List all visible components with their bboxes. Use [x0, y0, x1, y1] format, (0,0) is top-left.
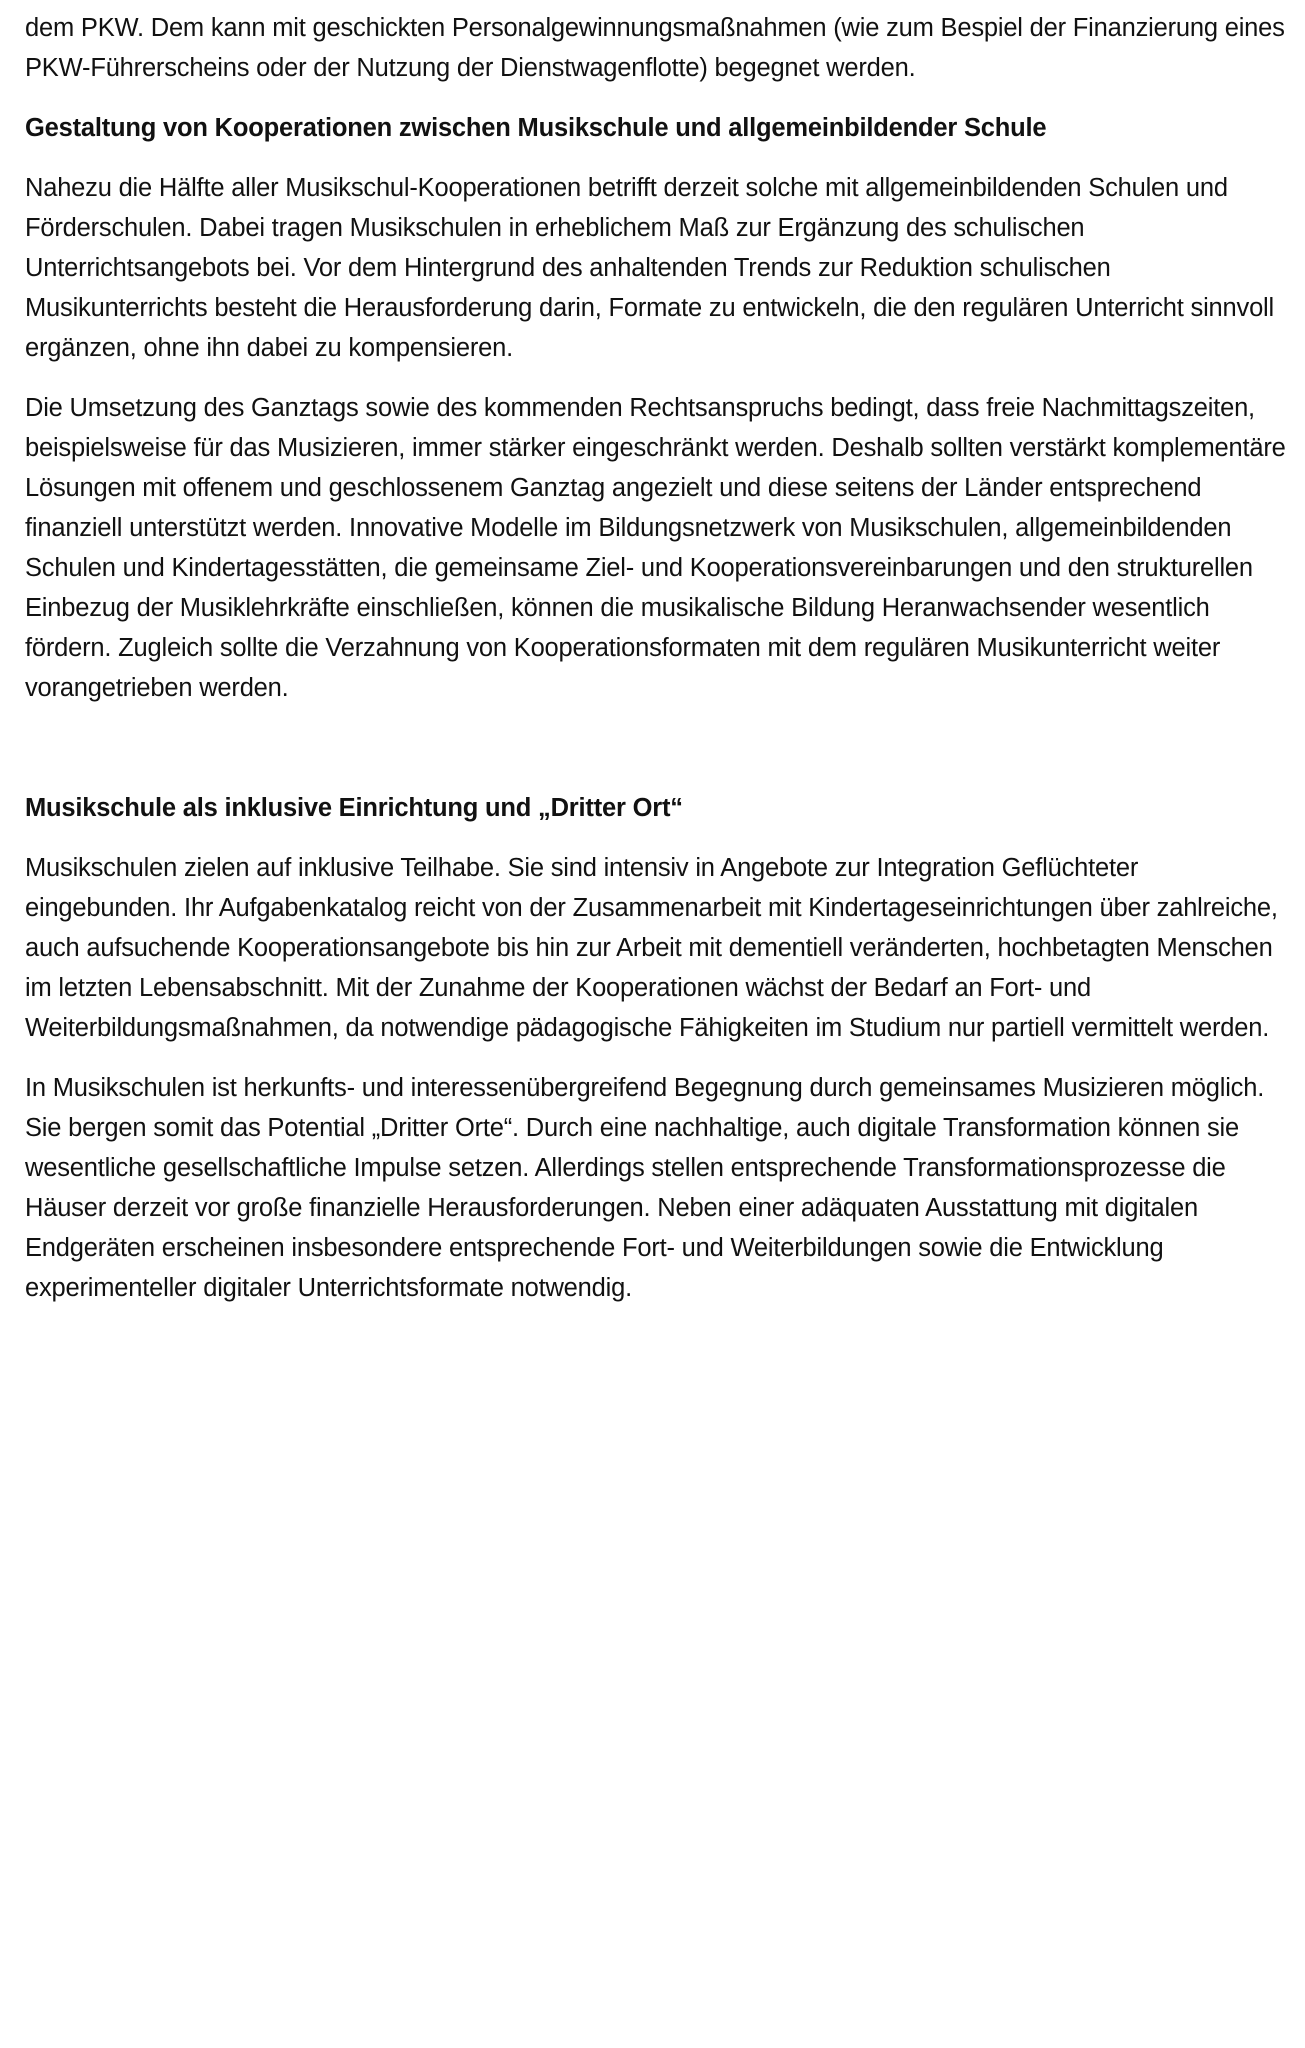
document-page [25, 8, 1287, 1328]
paragraph-intro-continuation: dem PKW. Dem kann mit geschickten Personalgewinnungsmaßnahmen (wie zum Bespiel der Finanzierung eines PKW-Führerscheins oder der Nutzung der Dienstwagenflotte) begegnet werden. [25, 14, 1285, 82]
paragraph-inklusion-2: In Musikschulen ist herkunfts- und interessenübergreifend Begegnung durch gemeinsames Musizieren möglich. Sie bergen somit das Potential „Dritter Orte“. Durch eine nachhaltige, auch digitale Transformation können sie wesentliche gesellschaftliche Impulse setzen. Allerdings stellen entsprechende Transformationsprozesse die Häuser derzeit vor große finanzielle Herausforderungen. Neben einer adäquaten Ausstattung mit digitalen Endgeräten erscheinen insbesondere entsprechende Fort- und Weiterbildungen sowie die Entwicklung experimenteller digitaler Unterrichtsformate notwendig. [25, 1074, 1265, 1302]
paragraph-kooperationen-2: Die Umsetzung des Ganztags sowie des kommenden Rechtsanspruchs bedingt, dass freie Nachmittagszeiten, beispielsweise für das Musizieren, immer stärker eingeschränkt werden. Deshalb sollten verstärkt komplementäre Lösungen mit offenem und geschlossenem Ganztag angezielt und diese seitens der Länder entsprechend finanziell unterstützt werden. Innovative Modelle im Bildungsnetzwerk von Musikschulen, allgemeinbildenden Schulen und Kindertagesstätten, die gemeinsame Ziel- und Kooperationsvereinbarungen und den strukturellen Einbezug der Musiklehrkräfte einschließen, können die musikalische Bildung Heranwachsender wesentlich fördern. Zugleich sollte die Verzahnung von Kooperationsformaten mit dem regulären Musikunterricht weiter vorangetrieben werden. [25, 394, 1286, 702]
section-spacer [25, 728, 1287, 788]
paragraph-inklusion-1: Musikschulen zielen auf inklusive Teilhabe. Sie sind intensiv in Angebote zur Integration Geflüchteter eingebunden. Ihr Aufgabenkatalog reicht von der Zusammenarbeit mit Kindertageseinrichtungen über zahlreiche, auch aufsuchende Kooperationsangebote bis hin zur Arbeit mit dementiell veränderten, hochbetagten Menschen im letzten Lebensabschnitt. Mit der Zunahme der Kooperationen wächst der Bedarf an Fort- und Weiterbildungsmaßnahmen, da notwendige pädagogische Fähigkeiten im Studium nur partiell vermittelt werden. [25, 854, 1278, 1042]
section-heading-inklusion: Musikschule als inklusive Einrichtung und „Dritter Ort“ [25, 794, 683, 822]
paragraph-kooperationen-1: Nahezu die Hälfte aller Musikschul-Kooperationen betrifft derzeit solche mit allgemeinbildenden Schulen und Förderschulen. Dabei tragen Musikschulen in erheblichem Maß zur Ergänzung des schulischen Unterrichtsangebots bei. Vor dem Hintergrund des anhaltenden Trends zur Reduktion schulischen Musikunterrichts besteht die Herausforderung darin, Formate zu entwickeln, die den regulären Unterricht sinnvoll ergänzen, ohne ihn dabei zu kompensieren. [25, 174, 1274, 362]
section-heading-kooperationen: Gestaltung von Kooperationen zwischen Musikschule und allgemeinbildender Schule [25, 114, 1047, 142]
